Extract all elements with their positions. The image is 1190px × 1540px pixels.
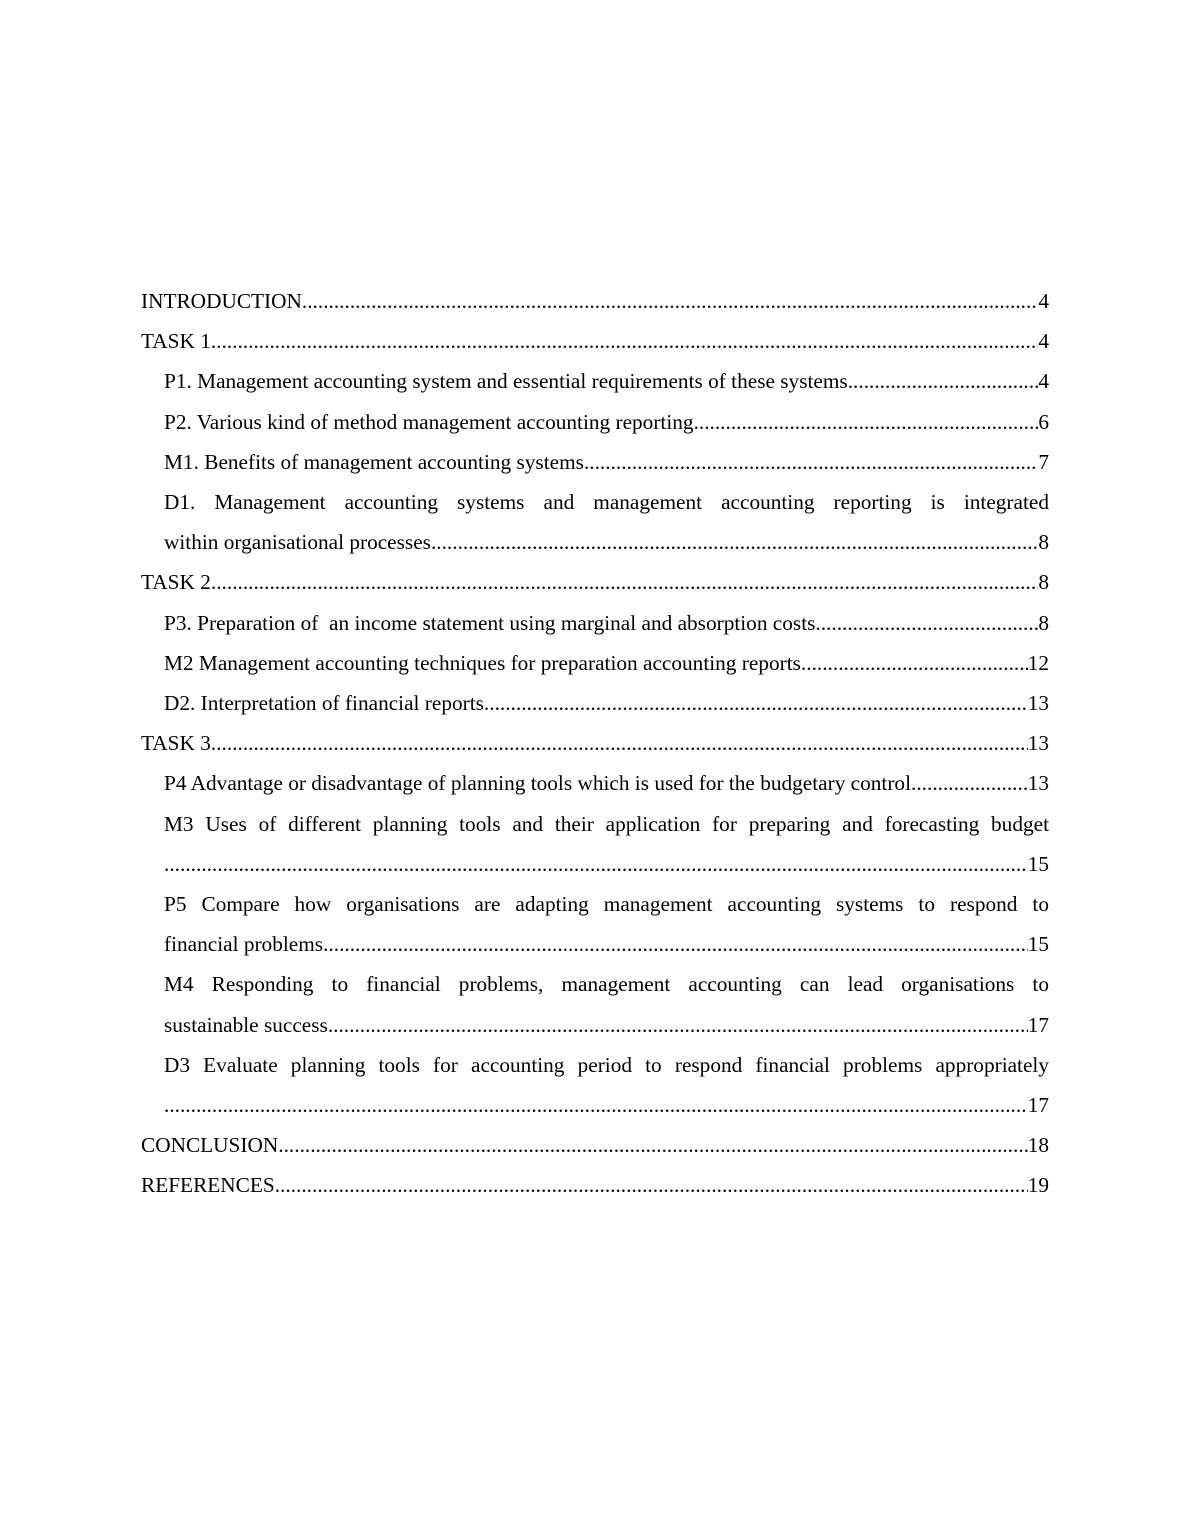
toc-dot-leader bbox=[211, 562, 1038, 602]
toc-entry-d1[interactable] bbox=[141, 482, 1049, 562]
toc-entry-title: P4 Advantage or disadvantage of planning tools which is used for the budgetary control bbox=[164, 771, 912, 796]
toc-dot-leader bbox=[323, 924, 1028, 964]
toc-entry-title-line1: M4 Responding to financial problems, management accounting can lead organisations to bbox=[164, 972, 1049, 997]
toc-entry-title: D2. Interpretation of financial reports bbox=[164, 691, 484, 716]
toc-dot-leader bbox=[815, 603, 1038, 643]
toc-dot-leader bbox=[211, 321, 1038, 361]
toc-entry-title: M1. Benefits of management accounting systems bbox=[164, 449, 584, 474]
toc-entry-title-line1: P5 Compare how organisations are adapting management accounting systems to respond to bbox=[164, 892, 1049, 917]
toc-page-number: 6 bbox=[1038, 409, 1049, 434]
toc-entry-title: INTRODUCTION bbox=[141, 289, 302, 313]
toc-page-number: 8 bbox=[1038, 530, 1049, 555]
toc-entry-title-line2: within organisational processes bbox=[164, 530, 431, 555]
toc-dot-leader bbox=[164, 1085, 1028, 1125]
toc-entry-p4[interactable] bbox=[141, 763, 1049, 803]
toc-dot-leader bbox=[211, 723, 1028, 763]
toc-entry-title: P2. Various kind of method management accounting reporting bbox=[164, 409, 694, 434]
toc-page-number: 4 bbox=[1038, 369, 1049, 394]
toc-entry-title: P3. Preparation of an income statement using marginal and absorption costs bbox=[164, 610, 816, 635]
toc-page-number: 4 bbox=[1038, 329, 1049, 354]
toc-dot-leader bbox=[848, 361, 1039, 401]
toc-page-number: 4 bbox=[1038, 289, 1049, 313]
toc-entry-title: TASK 1 bbox=[141, 329, 211, 354]
toc-dot-leader bbox=[801, 643, 1028, 683]
toc-page-number: 17 bbox=[1027, 1093, 1049, 1118]
toc-page-number: 19 bbox=[1027, 1173, 1049, 1198]
toc-entry-m1[interactable] bbox=[141, 442, 1049, 482]
toc-entry-d2[interactable] bbox=[141, 683, 1049, 723]
toc-entry-title: P1. Management accounting system and essential requirements of these systems bbox=[164, 369, 848, 394]
toc-dot-leader bbox=[275, 1165, 1028, 1205]
toc-entry-title-line2: financial problems bbox=[164, 932, 324, 957]
toc-page-number: 12 bbox=[1027, 650, 1049, 675]
toc-entry-title: M2 Management accounting techniques for preparation accounting reports bbox=[164, 650, 801, 675]
toc-entry-m3[interactable] bbox=[141, 804, 1049, 884]
toc-page-number: 15 bbox=[1027, 851, 1049, 876]
table-of-contents bbox=[141, 281, 1049, 1206]
toc-page-number: 15 bbox=[1027, 932, 1049, 957]
toc-entry-p5[interactable] bbox=[141, 884, 1049, 964]
toc-entry-title: CONCLUSION bbox=[141, 1133, 279, 1158]
toc-dot-leader bbox=[278, 1125, 1027, 1165]
toc-page-number: 8 bbox=[1038, 610, 1049, 635]
toc-entry-title-line2: sustainable success bbox=[164, 1012, 328, 1037]
toc-entry-task-3[interactable] bbox=[141, 723, 1049, 763]
toc-page-number: 13 bbox=[1027, 731, 1049, 756]
toc-dot-leader bbox=[484, 683, 1028, 723]
toc-entry-introduction[interactable] bbox=[141, 281, 1049, 321]
toc-entry-p2[interactable] bbox=[141, 402, 1049, 442]
toc-entry-title: TASK 3 bbox=[141, 731, 211, 756]
toc-entry-references[interactable] bbox=[141, 1165, 1049, 1205]
toc-page-number: 13 bbox=[1027, 771, 1049, 796]
toc-dot-leader bbox=[302, 281, 1038, 321]
toc-entry-m2[interactable] bbox=[141, 643, 1049, 683]
toc-page-number: 18 bbox=[1027, 1133, 1049, 1158]
toc-entry-conclusion[interactable] bbox=[141, 1125, 1049, 1165]
toc-entry-title-line1: D3 Evaluate planning tools for accounting period to respond financial problems appropriately bbox=[164, 1052, 1049, 1077]
toc-dot-leader bbox=[584, 442, 1038, 482]
toc-entry-p1[interactable] bbox=[141, 361, 1049, 401]
toc-entry-task-2[interactable] bbox=[141, 562, 1049, 602]
toc-dot-leader bbox=[164, 844, 1028, 884]
toc-page-number: 13 bbox=[1027, 691, 1049, 716]
toc-page-number: 8 bbox=[1038, 570, 1049, 595]
toc-entry-title-line1: M3 Uses of different planning tools and their application for preparing and forecasting budget bbox=[164, 811, 1049, 836]
toc-entry-title-line1: D1. Management accounting systems and management accounting reporting is integrated bbox=[164, 490, 1049, 515]
toc-entry-task-1[interactable] bbox=[141, 321, 1049, 361]
toc-entry-title: TASK 2 bbox=[141, 570, 211, 595]
toc-page-number: 17 bbox=[1027, 1012, 1049, 1037]
toc-dot-leader bbox=[694, 402, 1039, 442]
toc-page-number: 7 bbox=[1038, 449, 1049, 474]
toc-dot-leader bbox=[328, 1005, 1028, 1045]
toc-entry-title: REFERENCES bbox=[141, 1173, 275, 1198]
toc-dot-leader bbox=[431, 522, 1038, 562]
toc-entry-m4[interactable] bbox=[141, 964, 1049, 1044]
toc-entry-p3[interactable] bbox=[141, 603, 1049, 643]
toc-entry-d3[interactable] bbox=[141, 1045, 1049, 1125]
toc-dot-leader bbox=[911, 763, 1028, 803]
